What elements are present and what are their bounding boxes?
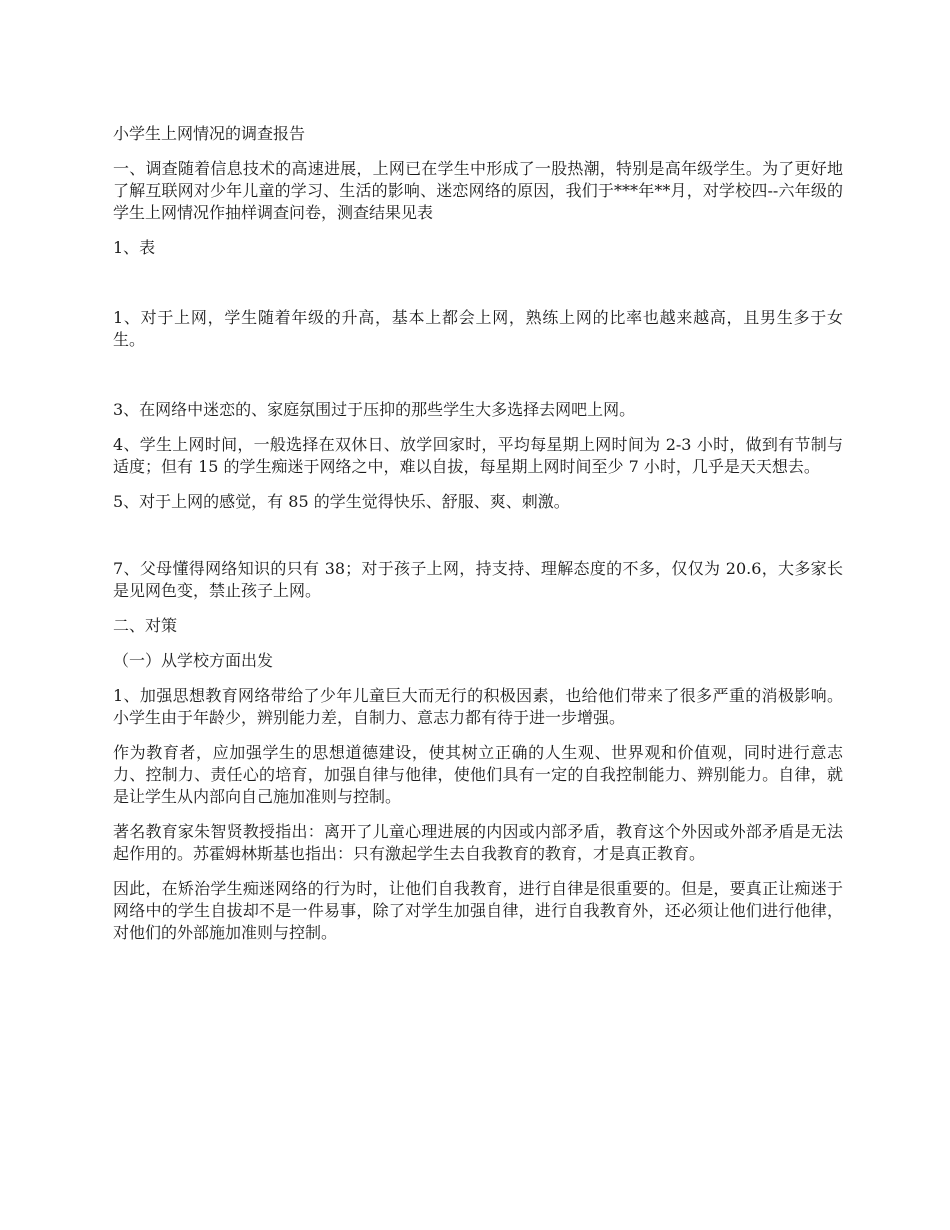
paragraph-finding-5: 5、对于上网的感觉，有 85 的学生觉得快乐、舒服、爽、刺激。 — [113, 492, 570, 511]
paragraph-quotes: 著名教育家朱智贤教授指出：离开了儿童心理进展的内因或内部矛盾，教育这个外因或外部矛盾是无法起作用的。苏霍姆林斯基也指出：只有激起学生去自我教育的教育，才是真正教育。 — [113, 822, 843, 863]
subsection-heading-school: （一）从学校方面出发 — [113, 651, 274, 670]
missing-table-gap — [113, 272, 843, 307]
paragraph-educator-role: 作为教育者，应加强学生的思想道德建设，使其树立正确的人生观、世界观和价值观，同时进行意志力、控制力、责任心的培育，加强自律与他律，使他们具有一定的自我控制能力、辨别能力。自律，就是让学生从内部向自己施加准则与控制。 — [113, 743, 843, 806]
paragraph-strategy-1: 1、加强思想教育网络带给了少年儿童巨大而无行的积极因素，也给他们带来了很多严重的消极影响。小学生由于年龄少，辨别能力差，自制力、意志力都有待于进一步增强。 — [113, 686, 843, 727]
paragraph-finding-1: 1、对于上网，学生随着年级的升高，基本上都会上网，熟练上网的比率也越来越高，且男生多于女生。 — [113, 308, 843, 349]
document-body — [113, 123, 843, 957]
paragraph-finding-7: 7、父母懂得网络知识的只有 38；对于孩子上网，持支持、理解态度的不多，仅仅为 20.6，大多家长是见网色变，禁止孩子上网。 — [113, 559, 843, 600]
content-gap — [113, 526, 843, 558]
paragraph-intro: 一、调查随着信息技术的高速进展，上网已在学生中形成了一股热潮，特别是高年级学生。为了更好地了解互联网对少年儿童的学习、生活的影响、迷恋网络的原因，我们于***年**月，对学校四--六年级的学生上网情况作抽样调查问卷，测查结果见表 — [113, 159, 843, 222]
paragraph-table-label: 1、表 — [113, 238, 156, 257]
content-gap — [113, 364, 843, 399]
paragraph-finding-3: 3、在网络中迷恋的、家庭氛围过于压抑的那些学生大多选择去网吧上网。 — [113, 400, 636, 419]
document-title: 小学生上网情况的调查报告 — [113, 124, 306, 143]
paragraph-conclusion: 因此，在矫治学生痴迷网络的行为时，让他们自我教育，进行自律是很重要的。但是，要真正让痴迷于网络中的学生自拔却不是一件易事，除了对学生加强自律，进行自我教育外，还必须让他们进行他律，对他们的外部施加准则与控制。 — [113, 879, 843, 942]
section-heading-strategy: 二、对策 — [113, 616, 178, 635]
paragraph-finding-4: 4、学生上网时间，一般选择在双休日、放学回家时，平均每星期上网时间为 2-3 小时，做到有节制与适度；但有 15 的学生痴迷于网络之中，难以自拔，每星期上网时间至少 7 小时，几乎是天天想去。 — [113, 435, 843, 476]
